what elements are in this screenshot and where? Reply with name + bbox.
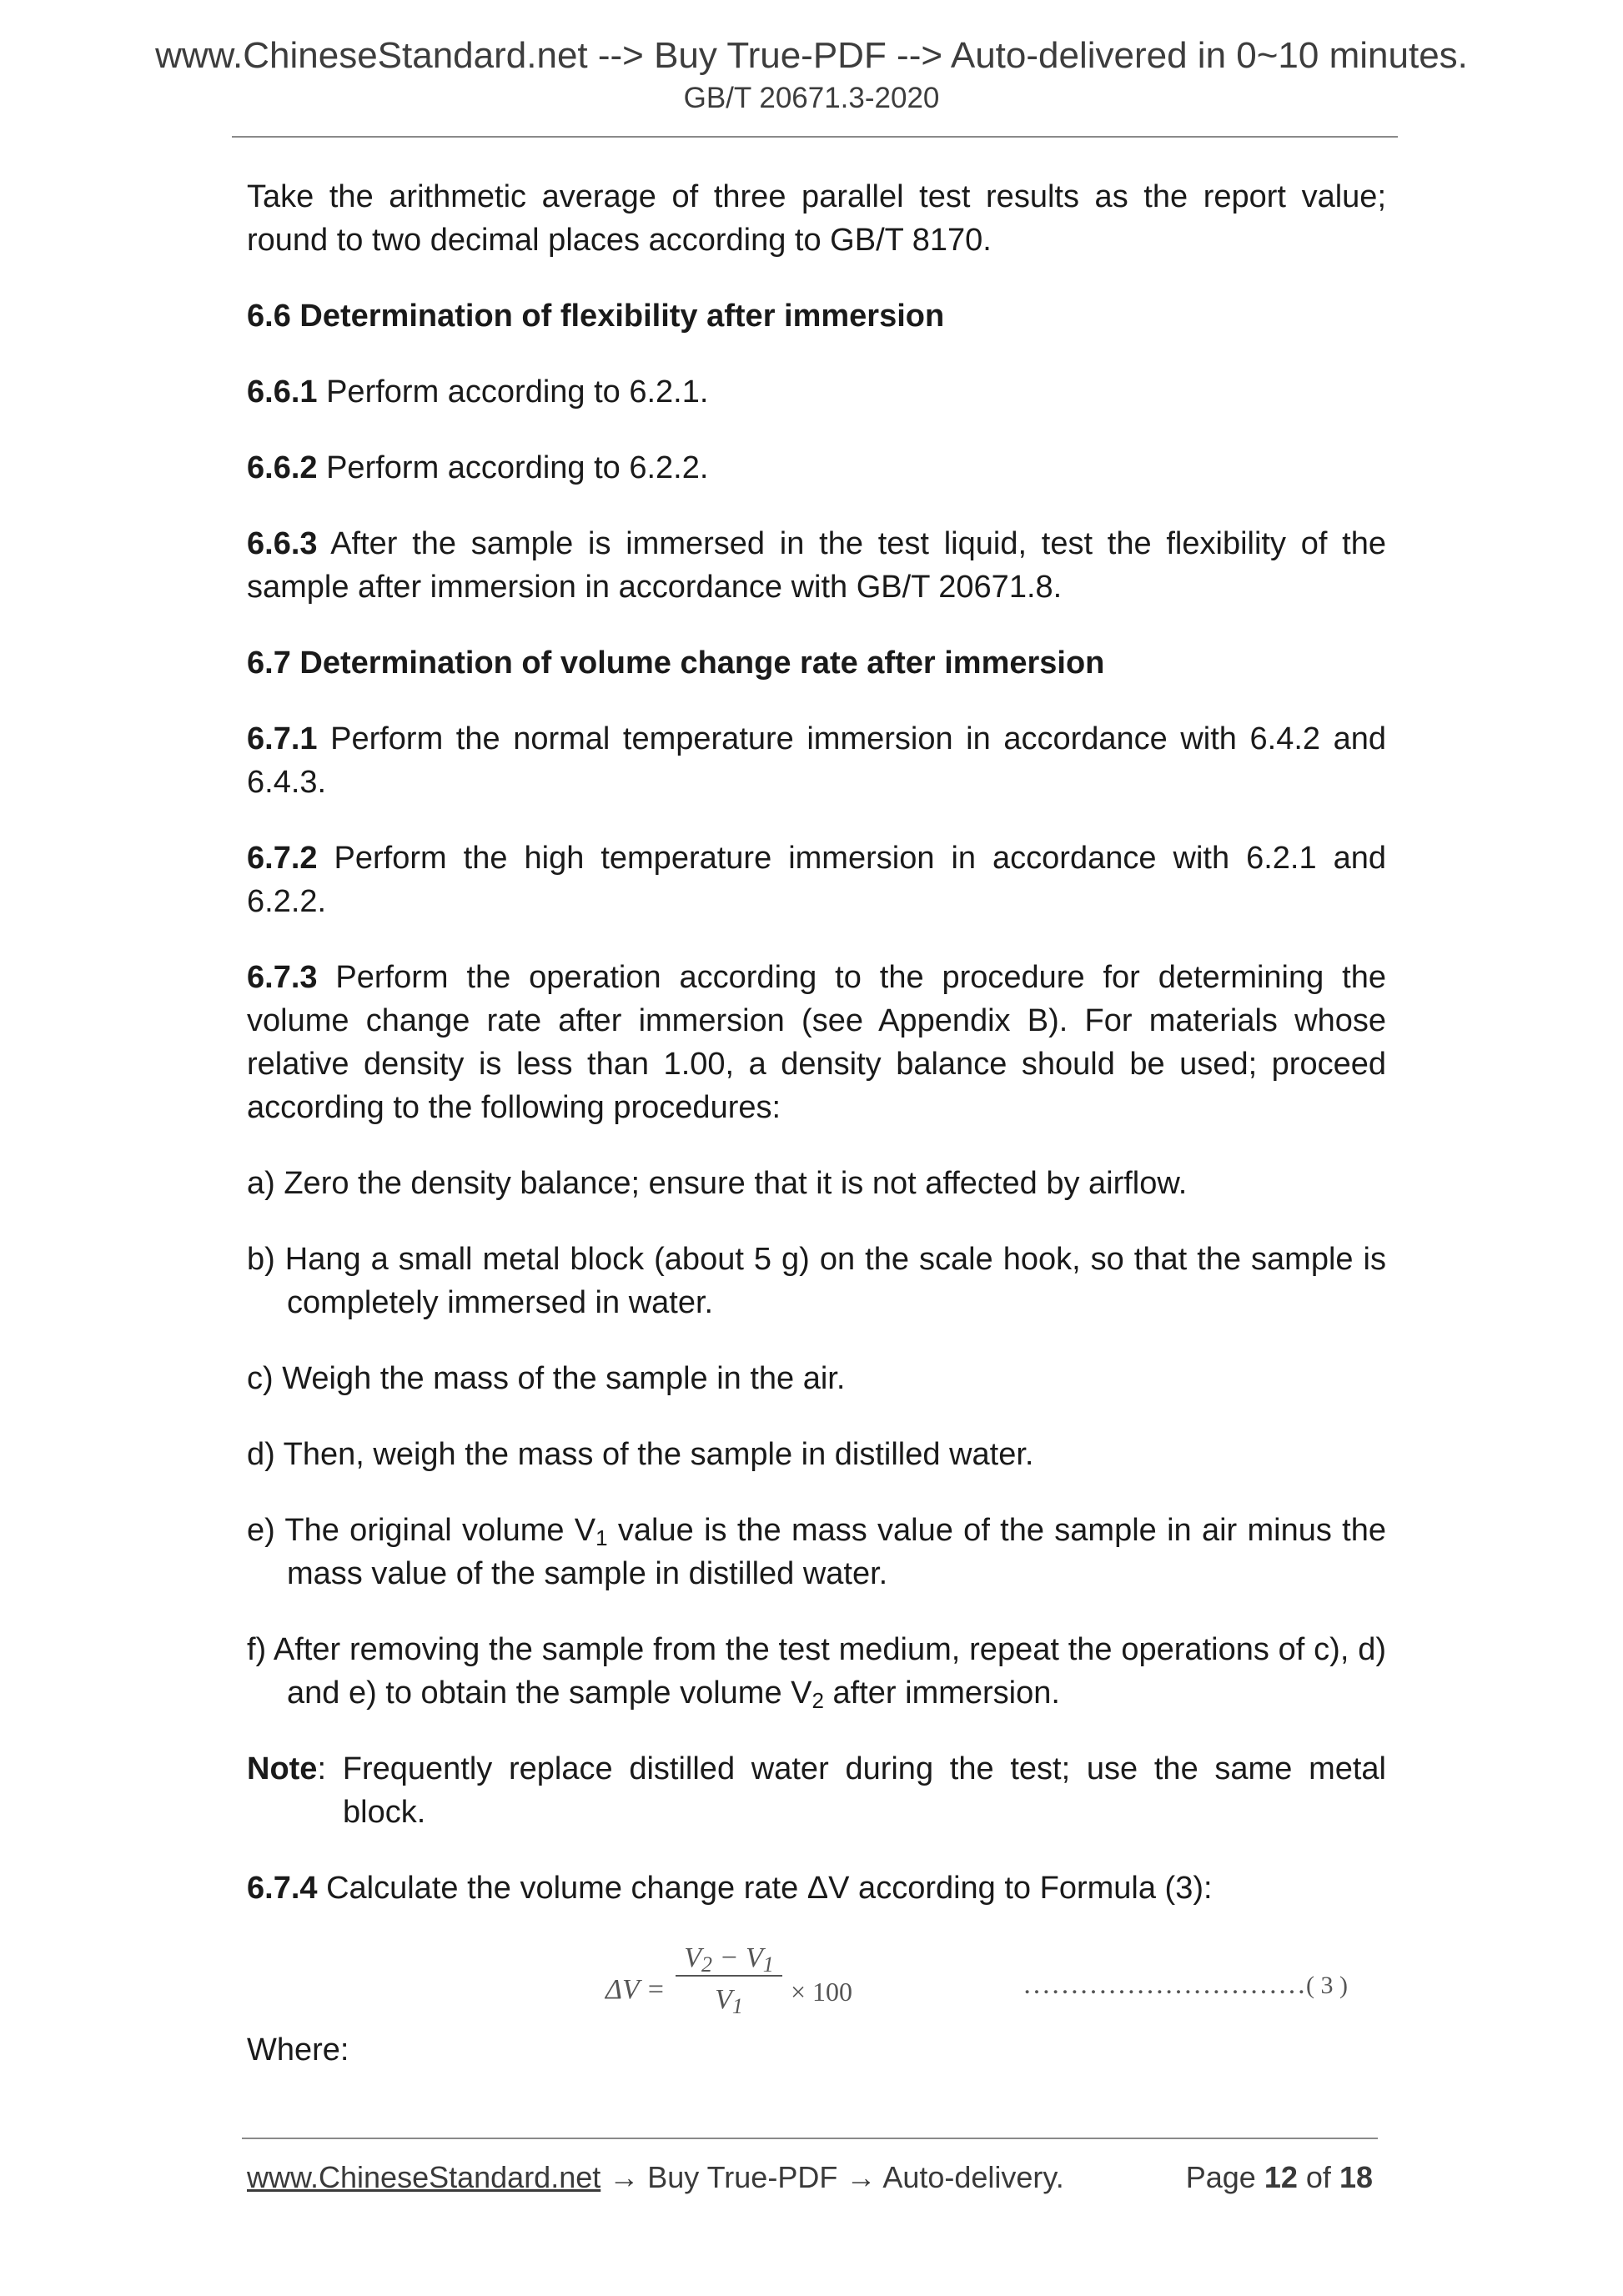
- list-item-d: d) Then, weigh the mass of the sample in distilled water.: [247, 1437, 1034, 1472]
- list-item-b: b) Hang a small metal block (about 5 g) on the scale hook, so that the sample is completely immersed in water.: [247, 1242, 1386, 1320]
- section-6-6-title: 6.6 Determination of flexibility after immersion: [247, 299, 945, 334]
- standard-id: GB/T 20671.3-2020: [683, 82, 940, 114]
- clause-text: After the sample is immersed in the test liquid, test the flexibility of the sample after immersion in accordance with GB/T 20671.8.: [247, 526, 1386, 605]
- note-text: : Frequently replace distilled water during the test; use the same metal block.: [317, 1751, 1386, 1830]
- header-divider: [232, 136, 1398, 138]
- clause-6-7-1: [247, 717, 1386, 804]
- formula-denominator: [672, 1978, 786, 2022]
- minus-sign: −: [712, 1942, 746, 1973]
- clause-6-6-1: [247, 370, 1386, 414]
- section-6-7-title: 6.7 Determination of volume change rate after immersion: [247, 646, 1105, 681]
- clause-number: 6.6.3: [247, 526, 318, 561]
- header-banner: www.ChineseStandard.net --> Buy True-PDF --> Auto-delivered in 0~10 minutes.: [155, 35, 1468, 76]
- footer: [247, 2160, 1381, 2195]
- equation-number: ( 3 ): [1306, 1972, 1348, 1999]
- numerator-sub-b: 1: [762, 1952, 774, 1977]
- intro-paragraph: Take the arithmetic average of three parallel test results as the report value; round to two decimal places according to GB/T 8170.: [247, 179, 1386, 258]
- subscript: 2: [812, 1688, 824, 1713]
- clause-text: Calculate the volume change rate ΔV according to Formula (3):: [317, 1871, 1213, 1906]
- denominator-var: V: [715, 1984, 732, 2015]
- clause-6-7-3: [247, 956, 1386, 1129]
- clause-text: Perform according to 6.2.1.: [317, 374, 709, 409]
- footer-tagline: → Buy True-PDF → Auto-delivery.: [600, 2160, 1064, 2194]
- numerator-sub-a: 2: [701, 1952, 713, 1977]
- clause-text: Perform the operation according to the procedure for determining the volume change rate after immersion (see Appendix B). For materials whose relative density is less than 1.00, a density balance should be used; proceed according to the following procedures:: [247, 960, 1386, 1125]
- footer-divider: [242, 2138, 1378, 2139]
- clause-6-7-2: [247, 837, 1386, 923]
- item-f-text-rest: after immersion.: [823, 1676, 1060, 1711]
- numerator-var-b: V: [745, 1942, 763, 1973]
- clause-number: 6.6.1: [247, 374, 318, 409]
- formula-fraction: [672, 1937, 786, 2022]
- formula-numerator: [672, 1937, 786, 1977]
- numerator-var-a: V: [684, 1942, 702, 1973]
- clause-6-6-2: [247, 446, 1386, 490]
- list-item-f: [247, 1628, 1386, 1715]
- page-current: 12: [1264, 2160, 1298, 2194]
- clause-number: 6.7.1: [247, 721, 318, 756]
- formula-3: [247, 1935, 1386, 2028]
- item-e-text-rest: value is the mass value of the sample in air minus the mass value of the sample in distilled water.: [287, 1513, 1386, 1591]
- page-total: 18: [1339, 2160, 1373, 2194]
- page-indicator: [1186, 2160, 1373, 2195]
- clause-text: Perform the high temperature immersion in accordance with 6.2.1 and 6.2.2.: [247, 841, 1386, 919]
- leader-dots: …………………………: [1023, 1969, 1306, 2000]
- where-label: Where:: [247, 2032, 349, 2067]
- formula-lhs: ΔV =: [605, 1974, 666, 2005]
- clause-number: 6.7.2: [247, 841, 318, 876]
- clause-6-6-3: [247, 522, 1386, 609]
- footer-link[interactable]: www.ChineseStandard.net: [247, 2160, 601, 2194]
- clause-number: 6.7.3: [247, 960, 318, 995]
- list-item-e: [247, 1509, 1386, 1595]
- clause-text: Perform the normal temperature immersion in accordance with 6.4.2 and 6.4.3.: [247, 721, 1386, 800]
- subscript: 1: [595, 1525, 608, 1550]
- item-e-text: e) The original volume V: [247, 1513, 596, 1548]
- clause-number: 6.7.4: [247, 1871, 318, 1906]
- page-of: of: [1305, 2160, 1331, 2194]
- list-item-a: a) Zero the density balance; ensure that it is not affected by airflow.: [247, 1166, 1188, 1201]
- document-body: [247, 175, 1386, 2072]
- formula-number: [1023, 1963, 1348, 2007]
- page-label: Page: [1185, 2160, 1256, 2194]
- clause-number: 6.6.2: [247, 450, 318, 485]
- denominator-sub: 1: [731, 1994, 743, 2018]
- clause-text: Perform according to 6.2.2.: [317, 450, 709, 485]
- note: [247, 1747, 1386, 1834]
- note-label: Note: [247, 1751, 318, 1786]
- clause-6-7-4: [247, 1866, 1386, 1910]
- item-f-text: f) After removing the sample from the test medium, repeat the operations of c), d) and e) to obtain the sample volume V: [247, 1632, 1386, 1711]
- formula-multiplier: × 100: [791, 1977, 853, 2007]
- list-item-c: c) Weigh the mass of the sample in the air.: [247, 1361, 846, 1396]
